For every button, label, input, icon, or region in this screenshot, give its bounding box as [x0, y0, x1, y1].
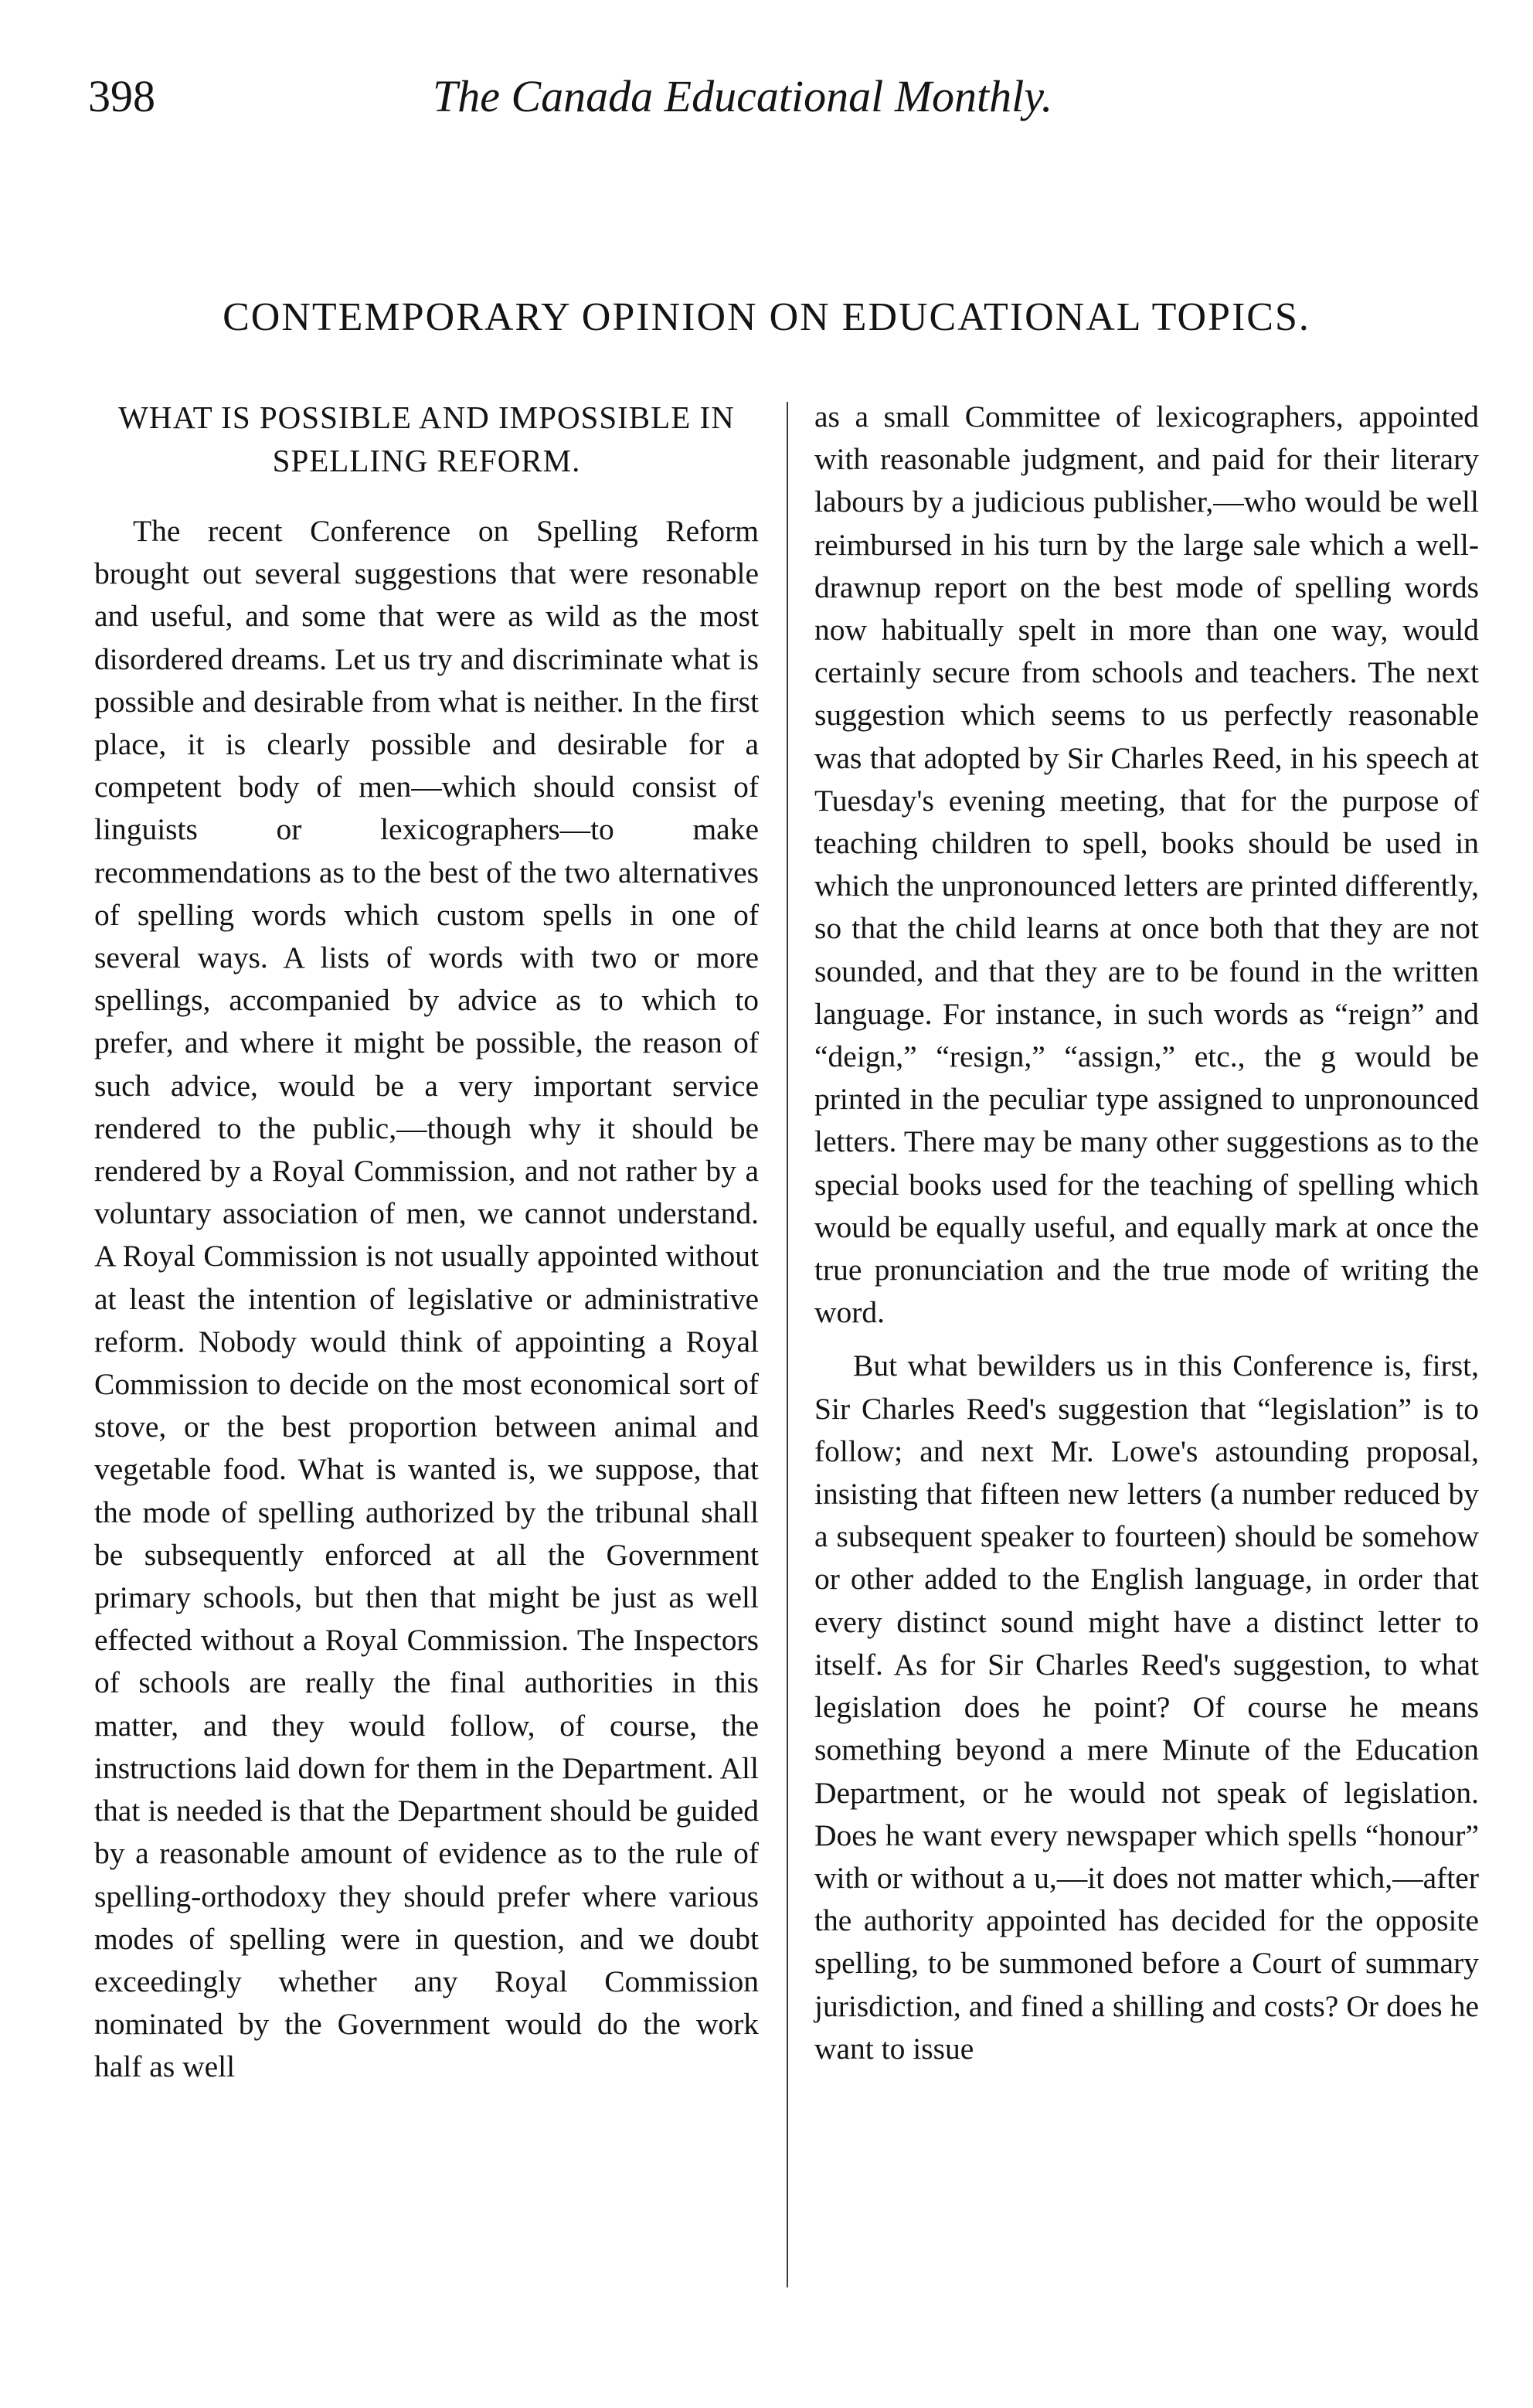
page-number: 398: [88, 71, 155, 121]
left-column: [94, 396, 759, 2089]
right-column: [814, 396, 1479, 2070]
article-paragraph: But what bewilders us in this Conference is, first, Sir Charles Reed's suggestion that “legislation” is to follow; and next Mr. Lowe's astounding proposal, insisting that fifteen new letters (a number reduced by a subsequent speaker to fourteen) should be somehow or other added to the English language, in order that every distinct sound might have a distinct letter to itself. As for Sir Charles Reed's suggestion, to what legislation does he point? Of course he means something beyond a mere Minute of the Education Department, or he would not speak of legislation. Does he want every newspaper which spells “honour” with or without a u,—it does not matter which,—after the authority appointed has decided for the opposite spelling, to be summoned before a Court of summary jurisdiction, and fined a shilling and costs? Or does he want to issue: [814, 1349, 1479, 2066]
running-head: The Canada Educational Monthly.: [433, 71, 1053, 121]
article-paragraph: as a small Committee of lexicographers, appointed with reasonable judgment, and paid for their literary labours by a judicious publisher,—who would be well reimbursed in his turn by the large sale which a well-drawnup report on the best mode of spelling words now habitually spelt in more than one way, would certainly secure from schools and teachers. The next suggestion which seems to us perfectly reasonable was that adopted by Sir Charles Reed, in his speech at Tuesday's evening meeting, that for the purpose of teaching children to spell, books should be used in which the unpronounced letters are printed differently, so that the child learns at once both that they are not sounded, and that they are to be found in the written language. For instance, in such words as “reign” and “deign,” “resign,” “assign,” etc., the g would be printed in the peculiar type assigned to unpronounced letters. There may be many other suggestions as to the special books used for the teaching of spelling which would be equally useful, and equally mark at once the true pronunciation and the true mode of writing the word.: [814, 400, 1479, 1330]
article-paragraph: The recent Conference on Spelling Reform brought out several suggestions that were resonable and useful, and some that were as wild as the most disordered dreams. Let us try and discriminate what is possible and desirable from what is neither. In the first place, it is clearly possible and desirable for a competent body of men—which should consist of linguists or lexicographers—to make recommendations as to the best of the two alternatives of spelling words which custom spells in one of several ways. A lists of words with two or more spellings, accompanied by advice as to which to prefer, and where it might be possible, the reason of such advice, would be a very important service rendered to the public,—though why it should be rendered by a Royal Commission, and not rather by a voluntary association of men, we cannot understand. A Royal Commission is not usually appointed without at least the intention of legislative or administrative reform. Nobody would think of appointing a Royal Commission to decide on the most economical sort of stove, or the best proportion between animal and vegetable food. What is wanted is, we suppose, that the mode of spelling authorized by the tribunal shall be subsequently enforced at all the Government primary schools, but then that might be just as well effected without a Royal Commission. The Inspectors of schools are really the final authorities in this matter, and they would follow, of course, the instructions laid down for them in the Department. All that is needed is that the Department should be guided by a reasonable amount of evidence as to the rule of spelling-orthodoxy they should prefer where various modes of spelling were in question, and we doubt exceedingly whether any Royal Commission nominated by the Government would do the work half as well: [94, 514, 760, 2084]
section-title: CONTEMPORARY OPINION ON EDUCATIONAL TOPICS.: [223, 295, 1310, 339]
article-heading: WHAT IS POSSIBLE AND IMPOSSIBLE IN SPELLING REFORM.: [118, 400, 735, 478]
column-divider: [787, 402, 788, 2287]
